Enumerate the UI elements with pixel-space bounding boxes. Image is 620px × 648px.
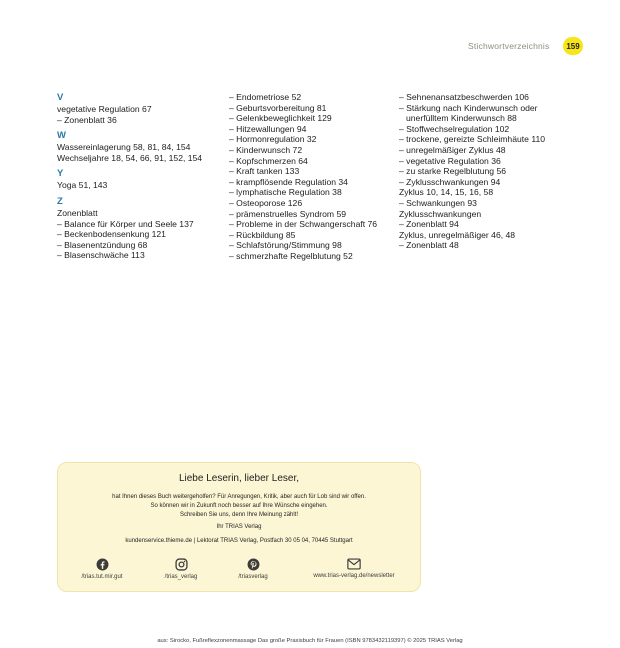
index-column-3 (399, 92, 574, 251)
index-entry: – Rückbildung 85 (229, 229, 296, 240)
index-entry: – Beckenbodensenkung 121 (57, 229, 166, 240)
box-line-1: hat Ihnen dieses Buch weitergeholfen? Für Anregungen, Kritik, aber auch für Lob sind wir offen. (112, 494, 366, 500)
page-number-badge: 159 (563, 37, 583, 55)
index-entry: – Geburtsvorbereitung 81 (229, 102, 327, 113)
social-label: /triasverlag (238, 574, 268, 580)
box-signature: Ihr TRIAS Verlag (216, 524, 262, 530)
box-title: Liebe Leserin, lieber Leser, (178, 473, 300, 484)
index-entry: Zonenblatt (57, 207, 98, 218)
index-entry: – Blasenentzündung 68 (57, 239, 148, 250)
index-entry: – Zonenblatt 48 (399, 240, 459, 251)
index-column-2 (229, 92, 399, 262)
index-entry: – Schwankungen 93 (399, 197, 477, 208)
index-entry: Zyklus, unregelmäßiger 46, 48 (399, 229, 516, 240)
box-line-3: Schreiben Sie uns, denn Ihre Meinung zählt! (179, 512, 299, 518)
index-entry: – Schlafstörung/Stimmung 98 (229, 240, 342, 251)
index-entry: – unregelmäßiger Zyklus 48 (399, 144, 506, 155)
social-pinterest[interactable] (228, 558, 278, 580)
index-letter-heading: Z (57, 195, 63, 207)
index-entry: Wechseljahre 18, 54, 66, 91, 152, 154 (57, 152, 203, 163)
index-letter-heading: V (57, 92, 64, 103)
instagram-icon (175, 558, 188, 571)
index-entry: – Kopfschmerzen 64 (229, 155, 308, 166)
index-entry: Zyklusschwankungen (399, 208, 482, 219)
social-facebook[interactable] (72, 558, 132, 580)
index-entry: – Kinderwunsch 72 (229, 144, 303, 155)
index-entry: – Sehnenansatzbeschwerden 106 (399, 92, 529, 102)
facebook-icon (96, 558, 109, 571)
index-entry: – Zonenblatt 94 (399, 219, 459, 230)
section-title: Stichwortverzeichnis (468, 41, 550, 51)
social-newsletter[interactable] (302, 558, 406, 579)
index-entry: – Osteoporose 126 (229, 197, 303, 208)
index-entry: Zyklus 10, 14, 15, 16, 58 (399, 187, 494, 198)
index-entry: – Endometriose 52 (229, 92, 302, 102)
page-footer: aus: Sirocko, Fußreflexzonenmassage Das große Praxisbuch für Frauen (ISBN 9783432119397) © 2025 TRIAS Verlag (157, 638, 463, 644)
index-entry: – Gelenkbeweglichkeit 129 (229, 113, 332, 124)
social-label: /trias.tut.mir.gut (81, 574, 123, 580)
mail-icon (347, 558, 361, 570)
index-entry: – Stärkung nach Kinderwunsch oder unerfülltem Kinderwunsch 88 (399, 102, 538, 124)
pinterest-icon (247, 558, 260, 571)
index-entry: – Hitzewallungen 94 (229, 123, 307, 134)
index-entry: – Zyklusschwankungen 94 (399, 176, 501, 187)
index-entry: – krampflösende Regulation 34 (229, 176, 348, 187)
index-entry: – zu starke Regelblutung 56 (399, 166, 507, 177)
social-instagram[interactable] (154, 558, 208, 580)
index-entry: – Hormonregulation 32 (229, 134, 317, 145)
index-entry: Yoga 51, 143 (57, 180, 108, 191)
index-entry: – Kraft tanken 133 (229, 166, 300, 177)
index-entry: – schmerzhafte Regelblutung 52 (229, 250, 353, 261)
index-entry: Wassereinlagerung 58, 81, 84, 154 (57, 142, 191, 153)
index-entry: – Stoffwechselregulation 102 (399, 123, 510, 134)
index-entry: – lymphatische Regulation 38 (229, 187, 342, 198)
index-entry: – vegetative Regulation 36 (399, 155, 501, 166)
box-contact[interactable]: kundenservice.thieme.de | Lektorat TRIAS Verlag, Postfach 30 05 04, 70445 Stuttgart (125, 538, 353, 544)
box-line-2: So können wir in Zukunft noch besser auf Ihre Wünsche eingehen. (150, 503, 328, 509)
index-entry: – trockene, gereizte Schleimhäute 110 (399, 134, 546, 145)
social-label: www.trias-verlag.de/newsletter (313, 573, 395, 579)
social-label: /trias_verlag (164, 574, 198, 580)
index-entry: – Zonenblatt 36 (57, 114, 117, 125)
reader-feedback-box (57, 462, 421, 592)
index-letter-heading: W (57, 130, 66, 142)
index-entry: – Probleme in der Schwangerschaft 76 (229, 219, 378, 230)
index-letter-heading: Y (57, 168, 64, 180)
index-column-1 (57, 92, 217, 261)
index-entry: – Balance für Körper und Seele 137 (57, 218, 194, 229)
index-entry: – prämenstruelles Syndrom 59 (229, 208, 347, 219)
index-entry: vegetative Regulation 67 (57, 104, 152, 114)
index-entry: – Blasenschwäche 113 (57, 250, 145, 261)
